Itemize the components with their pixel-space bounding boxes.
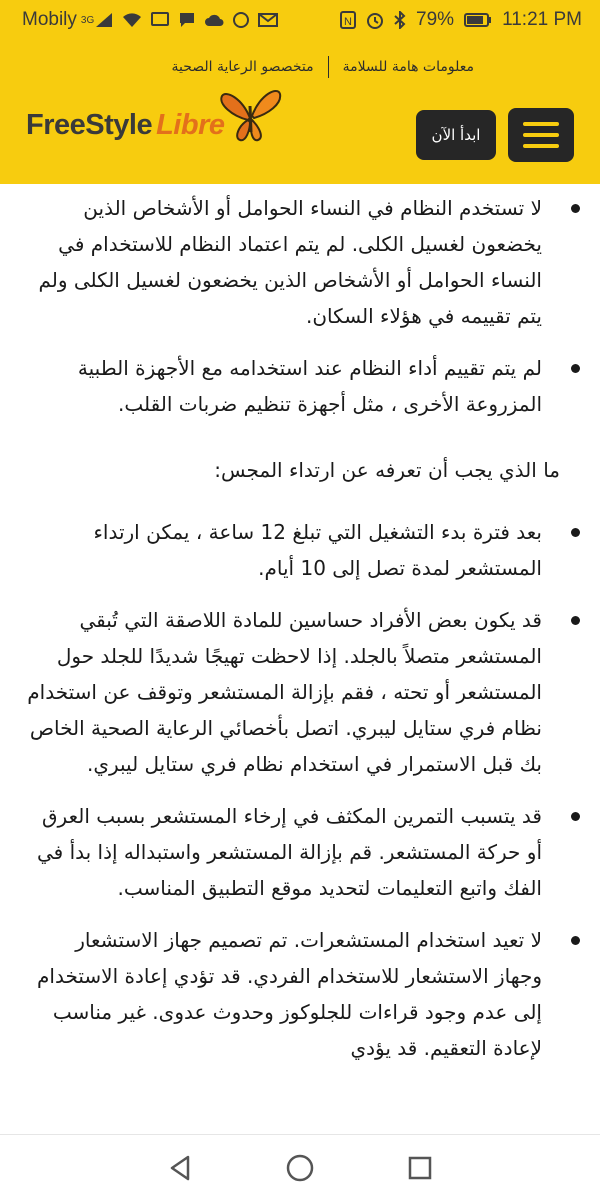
list-item: لا تستخدم النظام في النساء الحوامل أو الأشخاص الذين يخضعون لغسيل الكلى. لم يتم اعتماد النظام للاستخدام في النساء الحوامل أو الأشخاص الذين يخضعون لغسيل الكلى ولم يتم تقييمه في هؤلاء السكان. <box>22 190 560 334</box>
site-header <box>0 40 600 184</box>
healthcare-professionals-link[interactable]: متخصصو الرعاية الصحية <box>171 59 314 75</box>
logo-free: FreeStyle <box>26 108 153 141</box>
home-button[interactable] <box>280 1148 320 1188</box>
section-heading: ما الذي يجب أن تعرفه عن ارتداء المجس: <box>214 458 560 482</box>
system-nav-bar <box>0 1134 600 1200</box>
hamburger-menu-button[interactable] <box>508 108 574 162</box>
carrier-name: Mobily <box>22 9 77 30</box>
menu-icon-line <box>523 133 559 137</box>
menu-icon-line <box>523 144 559 148</box>
battery-percent: 79% <box>416 9 455 30</box>
list-item: قد يكون بعض الأفراد حساسين للمادة اللاصقة التي تُبقي المستشعر متصلاً بالجلد. إذا لاحظت تهيجًا شديدًا للجلد حول المستشعر أو تحته ، فقم بإزالة المستشعر وتوقف عن استخدام نظام فري ستايل ليبري. اتصل بأخصائي الرعاية الصحية الخاص بك قبل الاستمرار في استخدام نظام فري ستايل ليبري. <box>22 602 560 782</box>
alarm-icon <box>366 11 384 29</box>
article-content <box>0 184 600 1134</box>
network-type: 3G <box>80 14 95 26</box>
safety-info-link[interactable]: معلومات هامة للسلامة <box>342 59 474 75</box>
warnings-list <box>22 190 560 422</box>
menu-icon <box>523 122 559 126</box>
list-item: لا تعيد استخدام المستشعرات. تم تصميم جهاز الاستشعار وجهاز الاستشعار للاستخدام الفردي. قد تؤدي إعادة الاستخدام إلى عدم وجود قراءات للجلوكوز وحدوث عدوى. غير مناسب لإعادة التعقيم. قد يؤدي <box>22 922 560 1066</box>
chat-icon <box>178 12 196 28</box>
link-divider <box>328 56 329 78</box>
wearing-list <box>22 514 560 1066</box>
freestyle-libre-logo[interactable] <box>26 102 282 148</box>
clock: 11:21 PM <box>502 9 582 30</box>
back-icon <box>166 1154 194 1182</box>
list-item: قد يتسبب التمرين المكثف في إرخاء المستشعر بسبب العرق أو حركة المستشعر. قم بإزالة المستشعر واستبداله إذا بدأ في الفك واتبع التعليمات لتحديد موقع التطبيق المناسب. <box>22 798 560 906</box>
nfc-icon <box>340 11 356 29</box>
svg-text:N: N <box>344 16 352 28</box>
cast-icon <box>150 12 170 28</box>
battery-icon <box>464 12 492 28</box>
whatsapp-icon <box>232 11 250 29</box>
start-now-button[interactable]: ابدأ الآن <box>416 110 496 160</box>
logo-libre: Libre <box>156 108 225 141</box>
signal-icon <box>80 12 114 28</box>
bluetooth-icon <box>394 11 406 29</box>
mail-icon <box>258 12 278 28</box>
wifi-icon <box>122 12 142 28</box>
status-bar <box>0 0 600 40</box>
top-links <box>171 56 474 78</box>
list-item: بعد فترة بدء التشغيل التي تبلغ 12 ساعة ، يمكن ارتداء المستشعر لمدة تصل إلى 10 أيام. <box>22 514 560 586</box>
butterfly-icon <box>220 88 282 148</box>
logo-text <box>26 109 224 142</box>
recents-button[interactable] <box>400 1148 440 1188</box>
list-item: لم يتم تقييم أداء النظام عند استخدامه مع الأجهزة الطبية المزروعة الأخرى ، مثل أجهزة تنظيم ضربات القلب. <box>22 350 560 422</box>
back-button[interactable] <box>160 1148 200 1188</box>
home-icon <box>285 1153 315 1183</box>
cloud-icon <box>204 13 224 27</box>
recents-icon <box>407 1155 433 1181</box>
